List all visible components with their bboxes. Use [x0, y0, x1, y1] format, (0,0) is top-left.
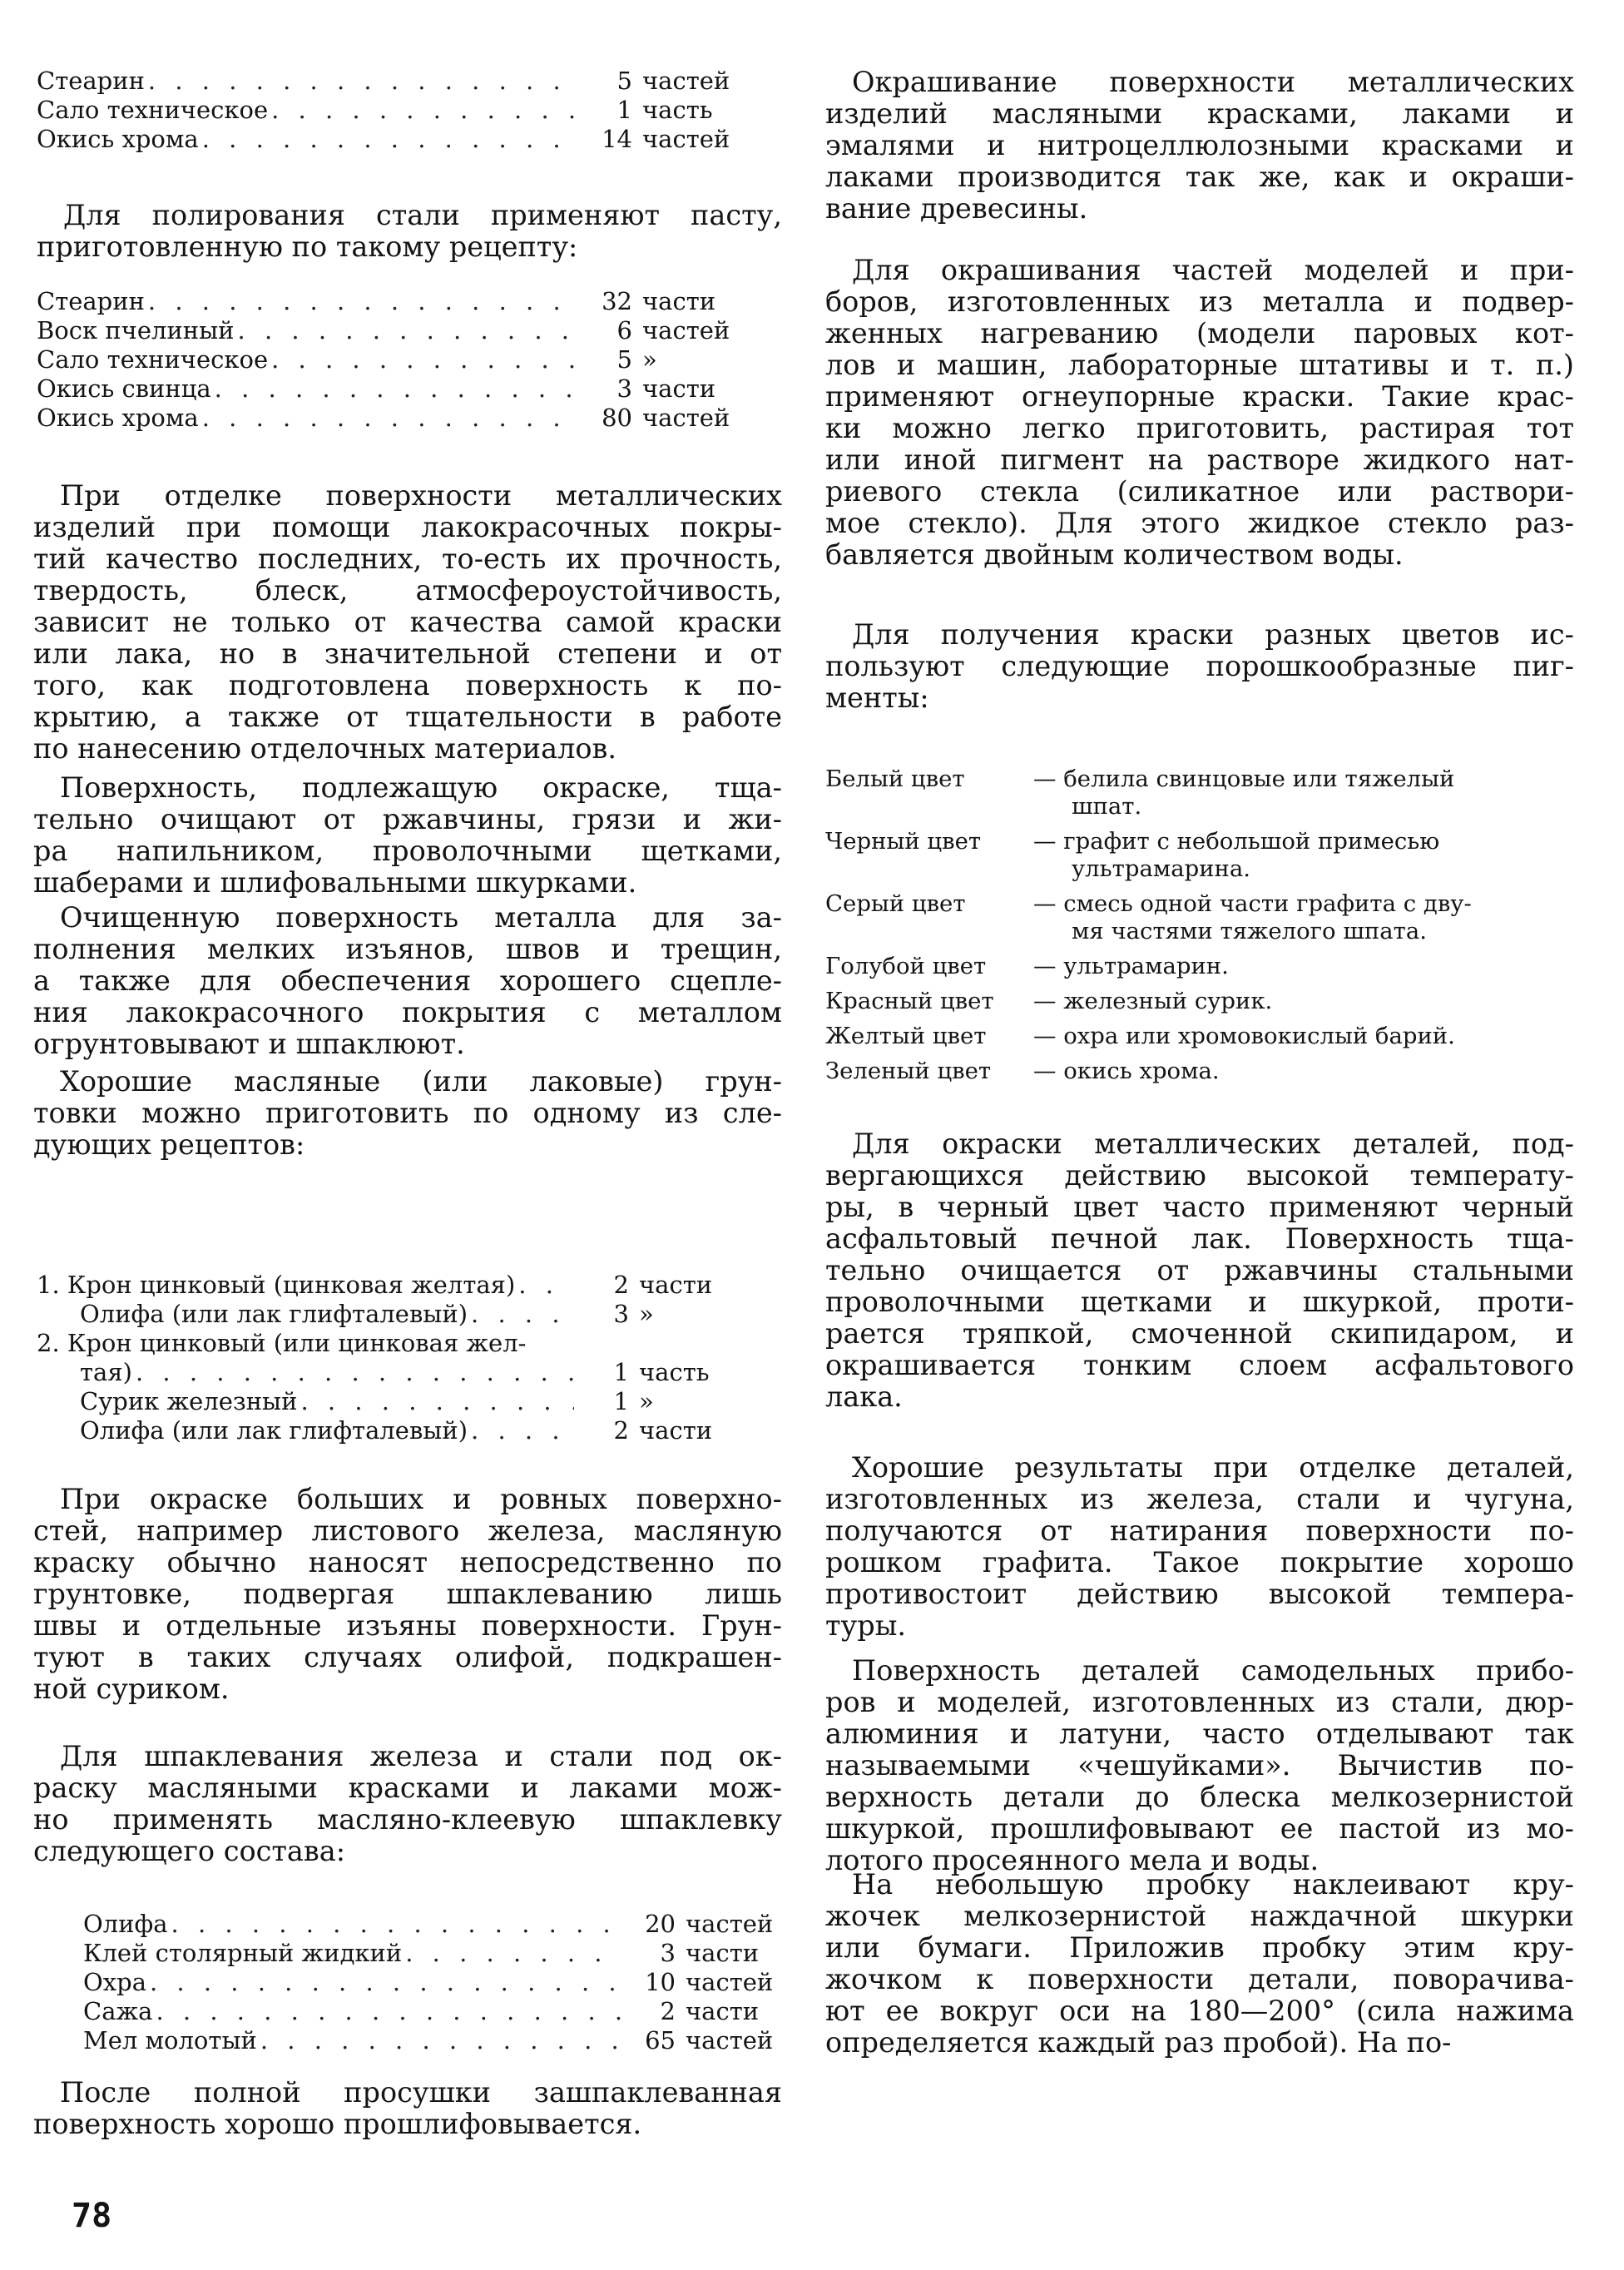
text-line: пользуют следующие порошкообразные пиг- [825, 650, 1574, 682]
text-line: алюминия и латуни, часто отделывают так [825, 1717, 1574, 1750]
text-line: Окрашивание поверхности металлических [852, 66, 1574, 98]
recipe-row [83, 1910, 797, 1939]
page-number: 78 [72, 2197, 112, 2235]
paragraph-surface-cleaning [33, 772, 782, 899]
ingredient-unit: часть [639, 1358, 710, 1386]
text-line: женных нагреванию (модели паровых кот- [825, 317, 1574, 349]
ingredient-quantity: 3 [616, 374, 632, 403]
ingredient-name: Олифа (или лак глифталевый) [80, 1300, 468, 1328]
leader-dots [168, 1910, 621, 1939]
ingredient-unit: частей [686, 1910, 774, 1938]
recipe-row [83, 1968, 797, 1997]
recipe-row [37, 125, 754, 154]
leader-dots [515, 1271, 574, 1300]
text-line: а также для обеспечения хорошего сцепле- [33, 964, 782, 997]
text-line: огрунтовывают и шпаклюют. [33, 1028, 465, 1060]
pigment-color: Голубой цвет [825, 953, 987, 979]
text-line: твердость, блеск, атмосфероустойчивость, [33, 574, 782, 607]
text-line: ют ее вокруг оси на 180—200° (сила нажима [825, 1995, 1574, 2027]
recipe-stearin-paste [37, 67, 754, 154]
text-line: или лака, но в значительной степени и от [33, 637, 782, 670]
text-line: Хорошие результаты при отделке деталей, [852, 1451, 1574, 1484]
text-line: асфальтовый печной лак. Поверхность тща- [825, 1222, 1574, 1255]
text-line: лаками производится так же, как и окраши- [825, 161, 1574, 193]
ingredient-quantity: 3 [660, 1939, 676, 1967]
text-line: тий качество последних, то-есть их прочность, [33, 543, 782, 575]
leader-dots [152, 1997, 621, 2026]
ingredient-name: Олифа (или лак глифталевый) [80, 1416, 468, 1445]
pigment-description-line: ультрамарина. [1072, 855, 1251, 882]
recipe-row [37, 1300, 750, 1329]
recipe-row [83, 1939, 797, 1968]
pigment-description-line: — охра или хромовокислый барий. [1033, 1023, 1455, 1049]
leader-dots [145, 67, 577, 96]
ingredient-unit: части [686, 1997, 760, 2025]
text-line: полнения мелких изъянов, швов и трещин, [33, 933, 782, 965]
text-line: Для окрашивания частей моделей и при- [852, 254, 1574, 286]
ingredient-quantity: 2 [613, 1271, 629, 1299]
leader-dots [145, 287, 577, 316]
text-line: жочек мелкозернистой наждачной шкурки [825, 1900, 1574, 1932]
text-line: туры. [825, 1609, 906, 1642]
recipe-row [37, 1329, 750, 1358]
ingredient-quantity: 10 [645, 1968, 676, 1996]
paragraph-black-asphalt-lacquer [825, 1128, 1574, 1413]
ingredient-name: Клей столярный жидкий [83, 1939, 403, 1967]
ingredient-unit: » [639, 1300, 654, 1328]
leader-dots [132, 1358, 574, 1387]
text-line: крытию, а также от тщательности в работе [33, 701, 782, 733]
paragraph-pigments-intro [825, 619, 1574, 714]
pigment-color-table [825, 766, 1574, 1093]
pigment-description-line: шпат. [1072, 793, 1142, 820]
text-line: Для получения краски разных цветов ис- [852, 618, 1574, 651]
pigment-description [1033, 828, 1574, 883]
ingredient-unit: частей [642, 316, 730, 344]
text-line: вергающихся действию высокой температу- [825, 1159, 1574, 1192]
text-line: мое стекло). Для этого жидкое стекло раз- [825, 507, 1574, 539]
pigment-description-line: мя частями тяжелого шпата. [1072, 918, 1427, 944]
pigment-description [1033, 953, 1574, 980]
paragraph-scales-finish [825, 1655, 1574, 1876]
text-line: по нанесению отделочных материалов. [33, 732, 617, 765]
text-line: изделий при помощи лакокрасочных покры- [33, 511, 782, 543]
ingredient-unit: частей [686, 1968, 774, 1996]
paragraph-after-drying [33, 2077, 782, 2140]
text-line: ной суриком. [33, 1673, 230, 1705]
ingredient-unit: частей [642, 67, 730, 95]
ingredient-unit: » [639, 1387, 654, 1415]
recipe-row [37, 67, 754, 96]
pigment-row [825, 766, 1574, 820]
leader-dots [268, 96, 577, 125]
text-line: бавляется двойным количеством воды. [825, 538, 1404, 571]
ingredient-unit: » [642, 345, 657, 374]
text-line: лотого просеянного мела и воды. [825, 1844, 1320, 1876]
ingredient-name: Сурик железный [80, 1387, 298, 1415]
text-line: ры, в черный цвет часто применяют черный [825, 1191, 1574, 1223]
recipe-row [37, 1271, 750, 1300]
text-line: После полной просушки зашпаклеванная [60, 2076, 782, 2109]
leader-dots [468, 1300, 574, 1329]
ingredient-unit: части [639, 1271, 713, 1299]
ingredient-quantity: 5 [616, 67, 632, 95]
text-line: При отделке поверхности металлических [60, 479, 782, 512]
pigment-description [1033, 988, 1574, 1015]
recipe-row [37, 96, 754, 125]
text-line: лака. [825, 1380, 903, 1413]
text-line: стей, например листового железа, масляную [33, 1514, 782, 1547]
text-line: грунтовке, подвергая шпаклеванию лишь [33, 1578, 782, 1610]
text-line: шаберами и шлифовальными шкурками. [33, 866, 637, 899]
ingredient-unit: части [686, 1939, 760, 1967]
text-line: Для полирования стали применяют пасту, [63, 199, 782, 231]
paragraph-polishing-steel [37, 200, 782, 263]
ingredient-unit: части [639, 1416, 713, 1445]
text-line: Поверхность, подлежащую окраске, тща- [60, 771, 782, 804]
recipe-row [37, 345, 754, 374]
pigment-description-line: — железный сурик. [1033, 988, 1273, 1014]
ingredient-quantity: 65 [645, 2026, 676, 2054]
text-line: вание древесины. [825, 192, 1088, 225]
text-line: рается тряпкой, смоченной скипидаром, и [825, 1317, 1574, 1350]
ingredient-quantity: 5 [616, 345, 632, 374]
ingredient-name: 2. Крон цинковый (или цинковая жел- [37, 1329, 527, 1357]
ingredient-unit: части [642, 374, 716, 403]
ingredient-quantity: 2 [613, 1416, 629, 1445]
text-line: шкуркой, прошлифовывают ее пастой из мо- [825, 1812, 1574, 1845]
recipe-polishing-paste [37, 287, 754, 433]
paragraph-putty-intro [33, 1741, 782, 1867]
leader-dots [146, 1968, 621, 1997]
text-line: На небольшую пробку наклеивают кру- [852, 1868, 1574, 1901]
text-line: ров и моделей, изготовленных из стали, дюр- [825, 1686, 1574, 1718]
recipe-row [83, 1997, 797, 2026]
pigment-row [825, 988, 1574, 1015]
ingredient-name: Мел молотый [83, 2026, 257, 2054]
text-line: риевого стекла (силикатное или раствори- [825, 475, 1574, 508]
text-line: Очищенную поверхность металла для за- [60, 901, 782, 934]
leader-dots [199, 125, 577, 154]
text-line: поверхность хорошо прошлифовывается. [33, 2108, 642, 2140]
text-line: товки можно приготовить по одному из сле- [33, 1097, 782, 1129]
ingredient-quantity: 14 [602, 125, 632, 153]
leader-dots [268, 345, 577, 374]
ingredient-quantity: 3 [613, 1300, 629, 1328]
leader-dots [199, 404, 577, 433]
text-line: Хорошие масляные (или лаковые) грун- [60, 1065, 782, 1098]
text-line: ния лакокрасочного покрытия с металлом [33, 996, 782, 1028]
ingredient-unit: части [642, 287, 716, 315]
paragraph-metal-finishing [33, 480, 782, 765]
recipe-primers [37, 1271, 750, 1445]
recipe-row [37, 287, 754, 316]
ingredient-name: Стеарин [37, 67, 145, 95]
recipe-row [83, 2026, 797, 2055]
pigment-description [1033, 890, 1574, 945]
text-line: ки можно легко приготовить, растирая тот [825, 412, 1574, 444]
text-line: или иной пигмент на растворе жидкого нат- [825, 444, 1574, 476]
ingredient-quantity: 2 [660, 1997, 676, 2025]
text-line: применяют огнеупорные краски. Такие крас- [825, 380, 1574, 413]
text-line: При окраске больших и ровных поверхно- [60, 1483, 782, 1515]
pigment-description [1033, 766, 1574, 820]
pigment-color: Зеленый цвет [825, 1058, 992, 1084]
paragraph-primer-recipes-intro [33, 1066, 782, 1161]
recipe-row [37, 1416, 750, 1445]
ingredient-name: Воск пчелиный [37, 316, 235, 344]
pigment-color: Белый цвет [825, 766, 965, 792]
leader-dots [257, 2026, 621, 2055]
pigment-description-line: — смесь одной части графита с дву- [1033, 890, 1472, 917]
paragraph-oil-paint-coating [825, 67, 1574, 225]
text-line: боров, изготовленных из металла и подвер- [825, 285, 1574, 318]
ingredient-name: тая) [80, 1358, 132, 1386]
text-line: тельно очищается от ржавчины стальными [825, 1254, 1574, 1286]
ingredient-name: Стеарин [37, 287, 145, 315]
text-line: туют в таких случаях олифой, подкрашен- [33, 1641, 782, 1673]
text-line: тельно очищают от ржавчины, грязи и жи- [33, 803, 782, 835]
text-line: зависит не только от качества самой краски [33, 606, 782, 638]
paragraph-graphite-rubbing [825, 1452, 1574, 1642]
ingredient-unit: частей [642, 125, 730, 153]
pigment-description [1033, 1023, 1574, 1050]
text-line: приготовленную по такому рецепту: [37, 230, 578, 263]
ingredient-name: Окись хрома [37, 404, 199, 432]
text-line: проволочными щетками и шкуркой, проти- [825, 1286, 1574, 1318]
text-line: Для окраски металлических деталей, под- [852, 1128, 1574, 1160]
text-line: верхность детали до блеска мелкозернистой [825, 1781, 1574, 1813]
pigment-color: Красный цвет [825, 988, 994, 1014]
recipe-row [37, 1387, 750, 1416]
ingredient-name: Сало техническое [37, 96, 269, 124]
ingredient-quantity: 80 [602, 404, 632, 432]
ingredient-quantity: 1 [613, 1358, 629, 1386]
pigment-description-line: — ультрамарин. [1033, 953, 1229, 979]
text-line: окрашивается тонким слоем асфальтового [825, 1349, 1574, 1381]
text-line: называемыми «чешуйками». Вычистив по- [825, 1749, 1574, 1782]
text-line: Поверхность деталей самодельных прибо- [852, 1654, 1574, 1687]
ingredient-name: Окись хрома [37, 125, 199, 153]
ingredient-quantity: 6 [616, 316, 632, 344]
ingredient-name: Окись свинца [37, 374, 211, 403]
text-line: Для шпаклевания железа и стали под ок- [60, 1740, 782, 1772]
recipe-row [37, 1358, 750, 1387]
ingredient-quantity: 20 [645, 1910, 676, 1938]
text-line: краску обычно наносят непосредственно по [33, 1546, 782, 1579]
text-line: изделий масляными красками, лаками и [825, 97, 1574, 130]
ingredient-name: Сало техническое [37, 345, 269, 374]
text-line: эмалями и нитроцеллюлозными красками и [825, 129, 1574, 161]
text-line: жочком к поверхности детали, поворачива- [825, 1963, 1574, 1995]
text-line: определяется каждый раз пробой). На по- [825, 2026, 1452, 2059]
ingredient-unit: частей [642, 404, 730, 432]
text-line: получаются от натирания поверхности по- [825, 1514, 1574, 1547]
text-line: лов и машин, лабораторные штативы и т. п.) [825, 349, 1574, 381]
pigment-color: Черный цвет [825, 828, 982, 855]
pigment-row [825, 1023, 1574, 1050]
pigment-row [825, 953, 1574, 980]
text-line: рошком графита. Такое покрытие хорошо [825, 1546, 1574, 1579]
text-line: швы и отдельные изъяны поверхности. Грун- [33, 1609, 782, 1642]
pigment-color: Серый цвет [825, 890, 966, 917]
pigment-row [825, 1058, 1574, 1085]
text-line: раску масляными красками и лаками мож- [33, 1772, 782, 1804]
ingredient-unit: часть [642, 96, 713, 124]
pigment-color: Желтый цвет [825, 1023, 987, 1049]
ingredient-name: Охра [83, 1968, 146, 1996]
text-line: того, как подготовлена поверхность к по- [33, 669, 782, 701]
text-line: дующих рецептов: [33, 1128, 305, 1161]
ingredient-name: Олифа [83, 1910, 168, 1938]
recipe-row [37, 404, 754, 433]
leader-dots [211, 374, 577, 404]
text-line: но применять масляно-клеевую шпаклевку [33, 1803, 782, 1836]
text-line: изготовленных из железа, стали и чугуна, [825, 1483, 1574, 1515]
ingredient-name: Сажа [83, 1997, 153, 2025]
recipe-putty [83, 1910, 797, 2055]
pigment-row [825, 890, 1574, 945]
pigment-description-line: — окись хрома. [1033, 1058, 1220, 1084]
paragraph-cork-procedure [825, 1869, 1574, 2059]
text-line: ра напильником, проволочными щетками, [33, 835, 782, 867]
pigment-description-line: — графит с небольшой примесью [1033, 828, 1440, 855]
pigment-description [1033, 1058, 1574, 1085]
paragraph-priming [33, 902, 782, 1060]
paragraph-large-surfaces [33, 1484, 782, 1705]
leader-dots [402, 1939, 621, 1968]
ingredient-quantity: 1 [613, 1387, 629, 1415]
ingredient-quantity: 32 [602, 287, 632, 315]
paragraph-fireproof-paints [825, 255, 1574, 571]
text-line: менты: [825, 681, 929, 714]
text-line: противостоит действию высокой темпера- [825, 1578, 1574, 1610]
ingredient-unit: частей [686, 2026, 774, 2054]
pigment-description-line: — белила свинцовые или тяжелый [1033, 766, 1455, 792]
text-line: следующего состава: [33, 1835, 346, 1867]
leader-dots [297, 1387, 574, 1416]
text-line: или бумаги. Приложив пробку этим кру- [825, 1931, 1574, 1964]
recipe-row [37, 316, 754, 345]
pigment-row [825, 828, 1574, 883]
leader-dots [235, 316, 577, 345]
recipe-row [37, 374, 754, 404]
ingredient-quantity: 1 [616, 96, 632, 124]
ingredient-name: 1. Крон цинковый (цинковая желтая) [37, 1271, 516, 1299]
leader-dots [468, 1416, 574, 1445]
